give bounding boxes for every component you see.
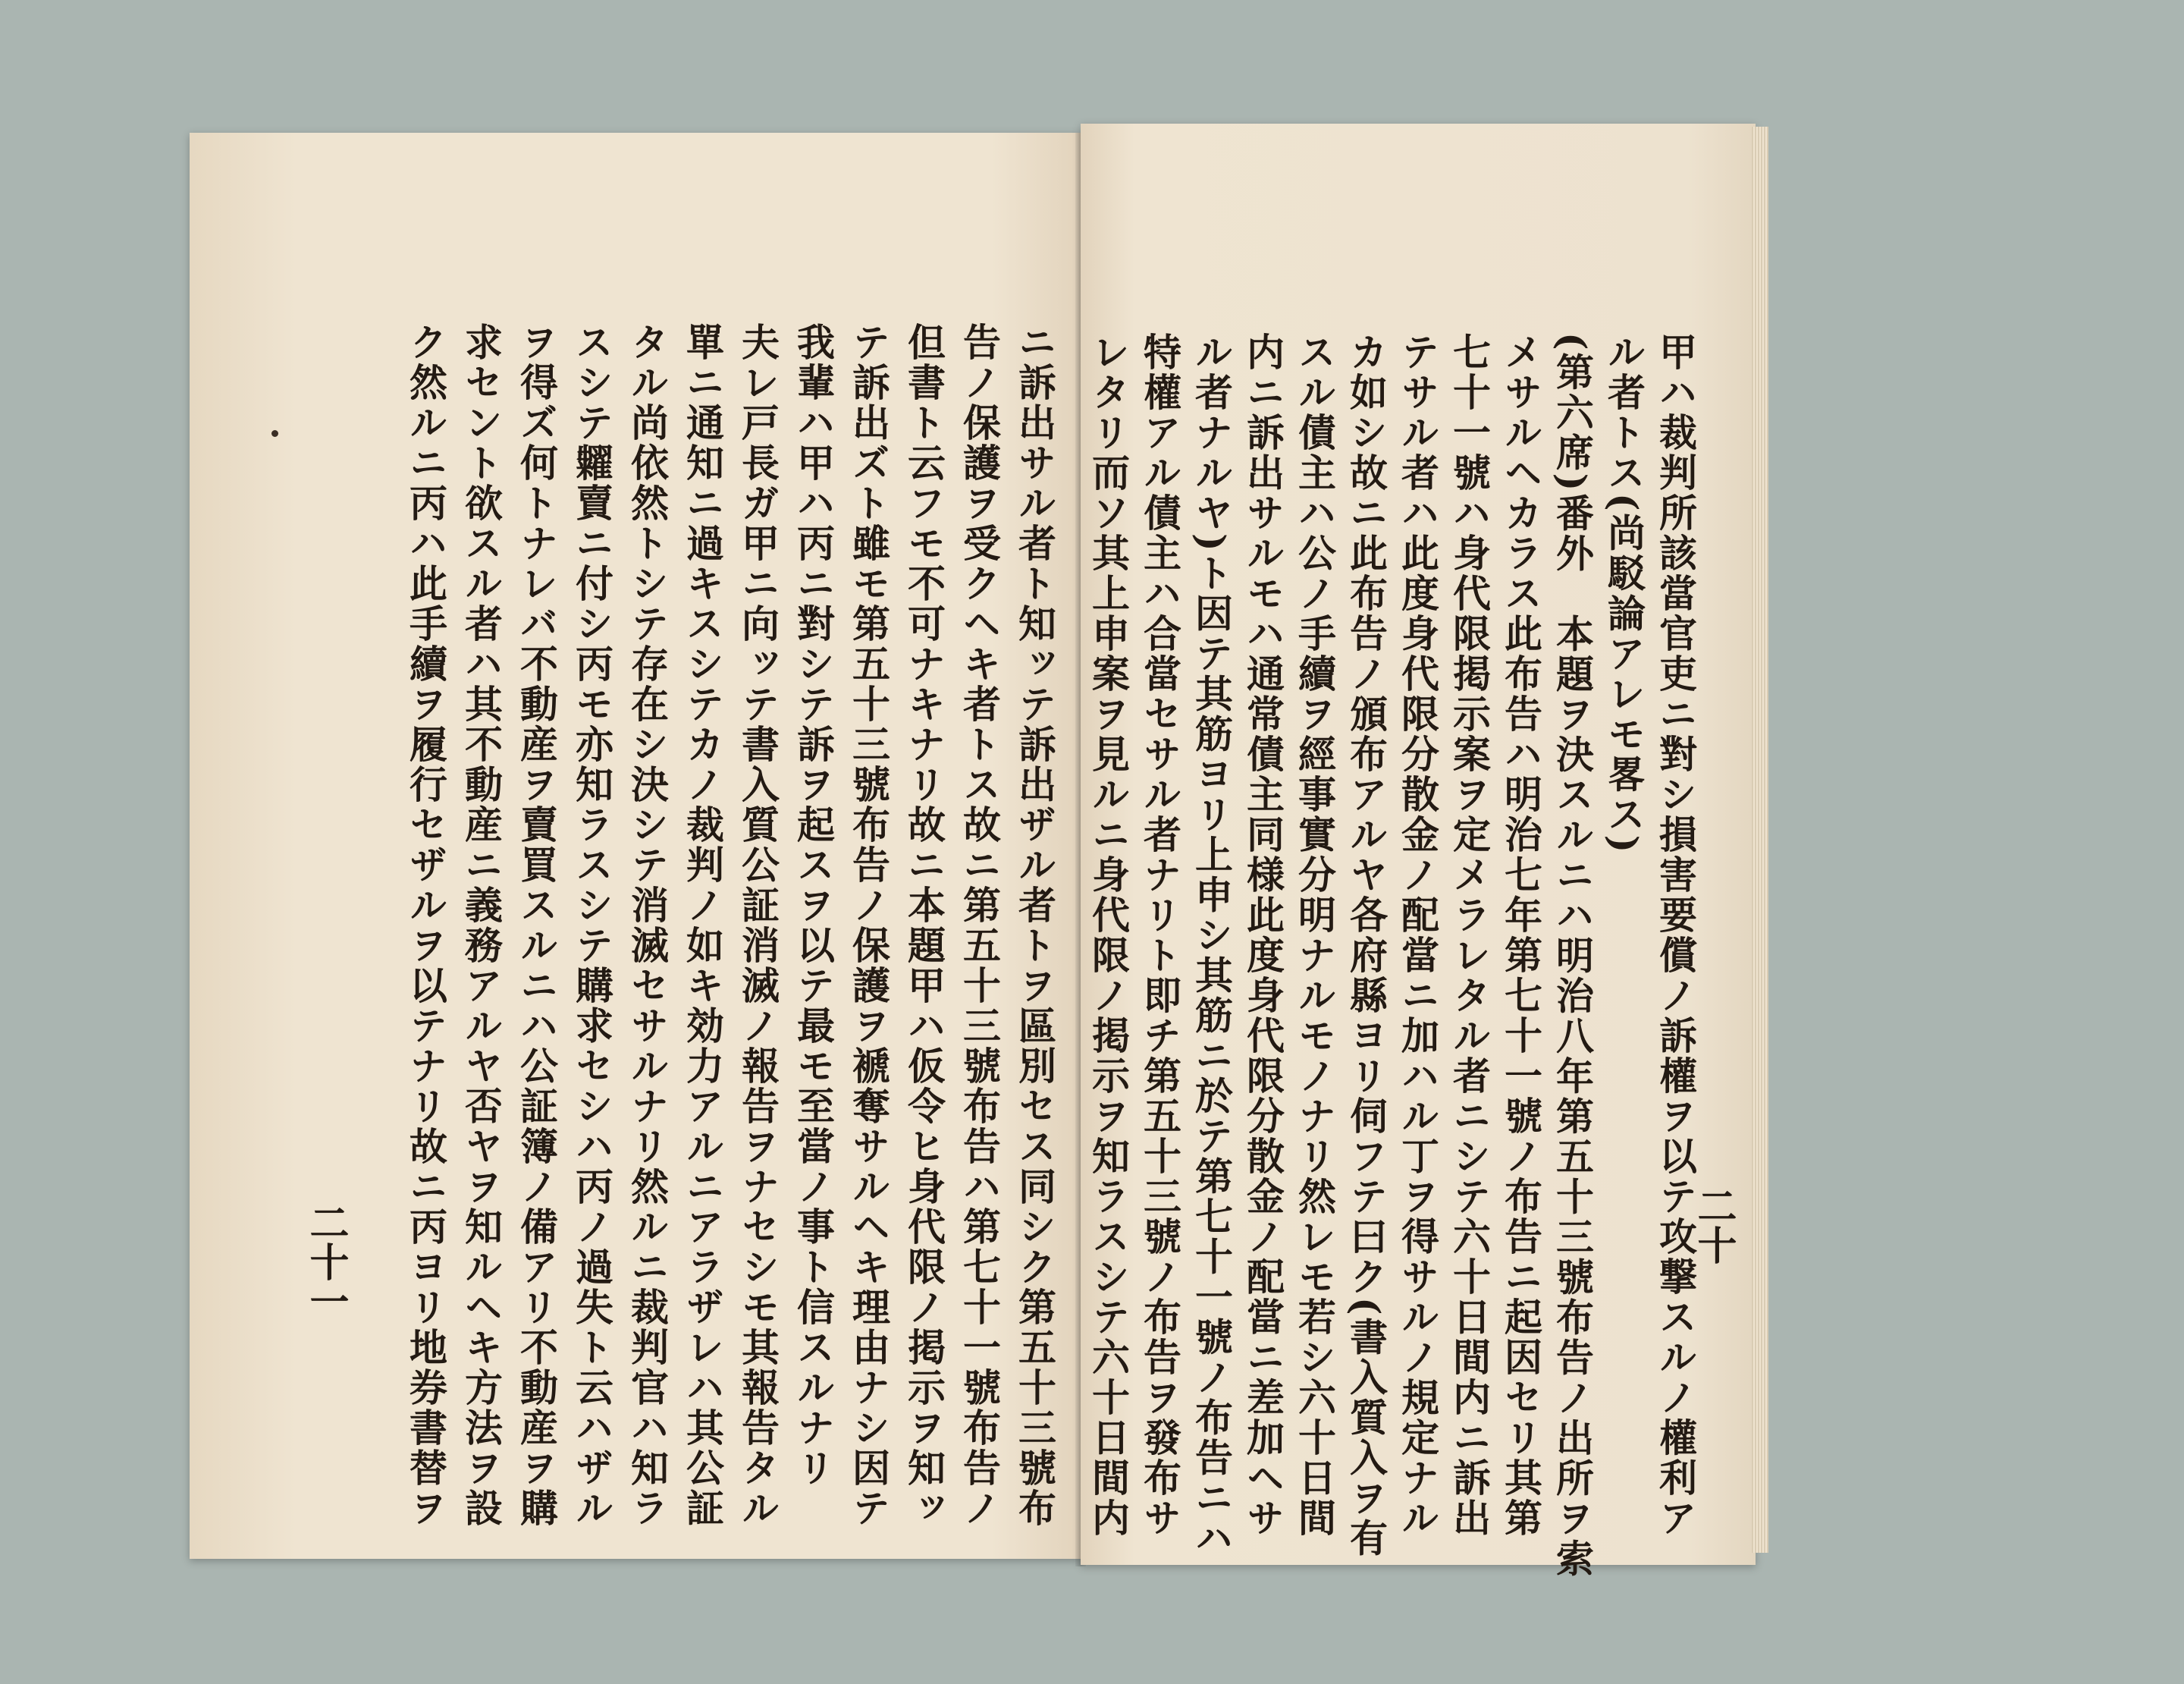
text-line: 夫レ戸長ガ甲ニ向ッテ書入質公証消滅ノ報告ヲナセシモ其報告タル [736, 322, 780, 1528]
text-line: (第六席)番外 本題ヲ決スルニハ明治八年第五十三號布告ノ出所ヲ索 [1550, 332, 1595, 1579]
left-page [190, 133, 1081, 1559]
open-book [190, 133, 1767, 1579]
text-line: 七十一號ハ身代限掲示案ヲ定メラレタル者ニシテ六十日間内ニ訴出 [1447, 332, 1492, 1538]
text-line: 單ニ通知ニ過キスシテカノ裁判ノ如キ効力アルニアラザレハ其公証 [680, 322, 725, 1528]
text-line: テサル者ハ此度身代限分散金ノ配當ニ加ハル丁ヲ得サルノ規定ナル [1395, 332, 1440, 1538]
text-line: スル債主ハ公ノ手續ヲ經事實分明ナルモノナリ然レモ若シ六十日間 [1292, 332, 1337, 1538]
text-line: 内ニ訴出サルモハ通常債主同様此度身代限分散金ノ配當ニ差加ヘサ [1241, 332, 1285, 1538]
paper-speck [271, 430, 278, 437]
text-line: ク然ルニ丙ハ此手續ヲ履行セザルヲ以テナリ故ニ丙ヨリ地券書替ヲ [403, 322, 448, 1528]
page-edges [1752, 127, 1768, 1553]
text-line: 求セント欲スル者ハ其不動産ニ義務アルヤ否ヤヲ知ルヘキ方法ヲ設 [459, 322, 504, 1528]
right-page [1081, 124, 1756, 1579]
right-page-number: 二十 [1690, 1186, 1737, 1265]
text-line: 但書ト云フモ不可ナキナリ故ニ本題甲ハ仮令ヒ身代限ノ掲示ヲ知ッ [902, 322, 946, 1528]
text-line: ヲ得ズ何トナレバ不動産ヲ賣買スルニハ公証簿ノ備アリ不動産ヲ購 [514, 322, 559, 1528]
text-line: 我輩ハ甲ハ丙ニ對シテ訴ヲ起スヲ以テ最モ至當ノ事ト信スルナリ [791, 322, 836, 1488]
text-line: カ如シ故ニ此布告ノ頒布アルヤ各府縣ヨリ伺フテ曰ク(書入質入ヲ有 [1344, 332, 1389, 1559]
text-line: ル者トス(尚駁論アレモ畧ス) [1602, 332, 1646, 856]
text-line: ル者ナルヤ)ト因テ其筋ヨリ上申シ其筋ニ於テ第七十一號ノ布告ニハ [1189, 332, 1234, 1559]
text-line: テ訴出ズト雖モ第五十三號布告ノ保護ヲ褫奪サルヘキ理由ナシ因テ [846, 322, 891, 1528]
text-line: スシテ糶賣ニ付シ丙モ亦知ラスシテ購求セシハ丙ノ過失ト云ハザル [570, 322, 614, 1528]
text-line: レタリ而ソ其上申案ヲ見ルニ身代限ノ掲示ヲ知ラスシテ六十日間内 [1086, 332, 1131, 1538]
text-line: タル尚依然トシテ存在シ決シテ消滅セサルナリ然ルニ裁判官ハ知ラ [625, 322, 670, 1528]
text-line: 告ノ保護ヲ受クヘキ者トス故ニ第五十三號布告ハ第七十一號布告ノ [957, 322, 1002, 1528]
left-page-number: 二十一 [303, 1202, 349, 1321]
text-line: メサルヘカラス此布告ハ明治七年第七十一號ノ布告ニ起因セリ其第 [1498, 332, 1543, 1538]
text-line: 特權アル債主ハ合當セサル者ナリト即チ第五十三號ノ布告ヲ發布サ [1138, 332, 1182, 1538]
text-line: 甲ハ裁判所該當官吏ニ對シ損害要償ノ訴權ヲ以テ攻撃スルノ權利ア [1653, 332, 1698, 1538]
text-line: ニ訴出サル者ト知ッテ訴出ザル者トヲ區別セス同シク第五十三號布 [1012, 322, 1057, 1528]
